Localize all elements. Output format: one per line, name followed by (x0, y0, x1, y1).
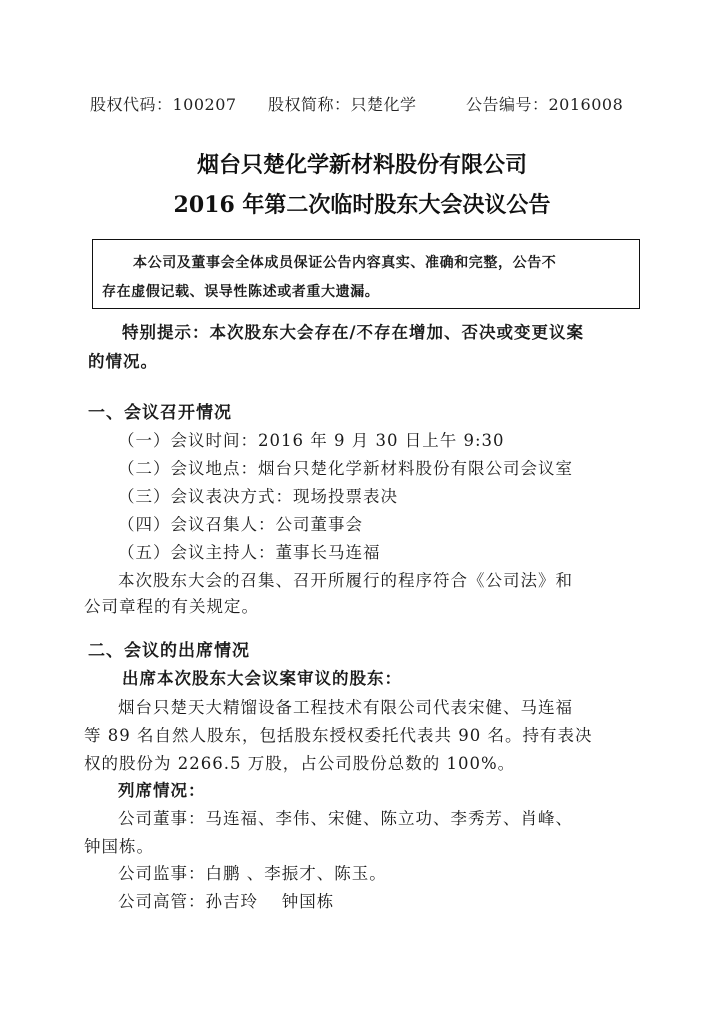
stock-code: 股权代码：100207 (90, 95, 237, 114)
meeting-location: （二）会议地点：烟台只楚化学新材料股份有限公司会议室 (118, 459, 573, 478)
directors-line-1: 公司董事：马连福、李伟、宋健、陈立功、李秀芳、肖峰、 (118, 809, 573, 828)
procedure-paragraph-line-1: 本次股东大会的召集、召开所履行的程序符合《公司法》和 (118, 571, 573, 590)
stock-abbreviation: 股权简称：只楚化学 (268, 95, 417, 114)
procedure-paragraph-line-2: 公司章程的有关规定。 (84, 597, 259, 616)
executives: 公司高管：孙吉玲 钟国栋 (118, 892, 335, 911)
title-announcement: 2016 年第二次临时股东大会决议公告 (173, 192, 551, 218)
notice-number: 公告编号：2016008 (466, 95, 624, 114)
section-1-heading: 一、会议召开情况 (88, 403, 232, 423)
attendance-paragraph-line-1: 烟台只楚天大精馏设备工程技术有限公司代表宋健、马连福 (118, 698, 573, 717)
supervisors: 公司监事：白鹏 、李振才、陈玉。 (118, 864, 387, 883)
voting-method: （三）会议表决方式：现场投票表决 (118, 487, 398, 506)
attending-shareholders-heading: 出席本次股东大会议案审议的股东： (122, 669, 402, 688)
section-2-heading: 二、会议的出席情况 (88, 641, 250, 661)
attendance-paragraph-line-2: 等 89 名自然人股东，包括股东授权委托代表共 90 名。持有表决 (84, 726, 593, 745)
attendance-paragraph-line-3: 权的股份为 2266.5 万股，占公司股份总数的 100%。 (84, 754, 516, 773)
convener: （四）会议召集人：公司董事会 (118, 515, 363, 534)
attendees-heading: 列席情况： (118, 781, 206, 800)
special-tip-line-1: 特别提示：本次股东大会存在/不存在增加、否决或变更议案 (122, 323, 585, 342)
notice-line-1: 本公司及董事会全体成员保证公告内容真实、准确和完整，公告不 (133, 255, 557, 271)
special-tip-line-2: 的情况。 (88, 352, 158, 371)
notice-line-2: 存在虚假记载、误导性陈述或者重大遗漏。 (102, 284, 380, 300)
host: （五）会议主持人：董事长马连福 (118, 543, 381, 562)
directors-line-2: 钟国栋。 (84, 837, 154, 856)
meeting-time: （一）会议时间：2016 年 9 月 30 日上午 9:30 (118, 431, 505, 450)
title-company: 烟台只楚化学新材料股份有限公司 (196, 152, 527, 178)
